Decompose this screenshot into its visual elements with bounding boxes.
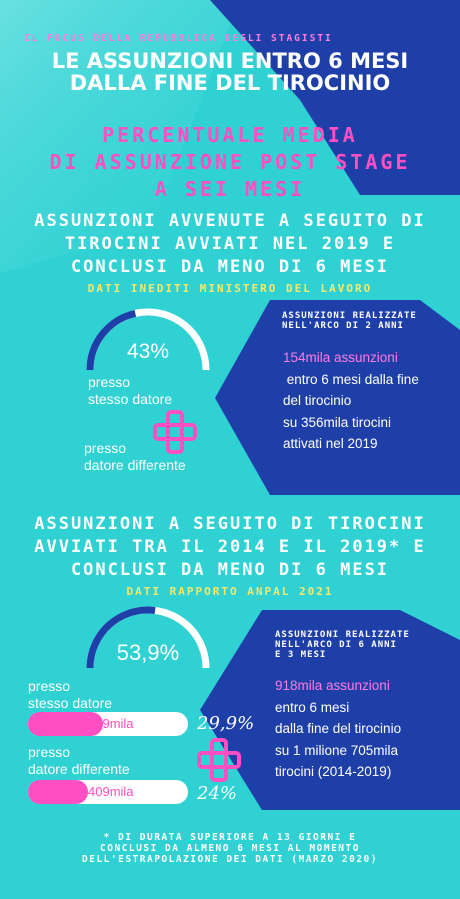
subtitle-line: A SEI MESI xyxy=(154,177,306,201)
diff-employer-bar-fill xyxy=(28,780,88,804)
footnote-line: DELL'ESTRAPOLAZIONE DEI DATI (MARZO 2020) xyxy=(82,854,378,865)
section2-source: DATI RAPPORTO ANPAL 2021 xyxy=(126,585,334,598)
section1-source: DATI INEDITI MINISTERO DEL LAVORO xyxy=(87,282,373,295)
hex-heading-line: ASSUNZIONI REALIZZATE xyxy=(282,311,417,321)
heading-line: CONCLUSI DA MENO DI 6 MESI xyxy=(70,257,390,277)
hex-line: su 1 milione 705mila xyxy=(275,742,399,758)
label-line: datore differente xyxy=(28,761,130,777)
same-employer-label xyxy=(28,678,112,712)
hex-line: 918mila assunzioni xyxy=(275,678,390,693)
same-employer-value: 509mila xyxy=(88,716,134,731)
page-title xyxy=(0,50,460,94)
hex-heading-line: NELL'ARCO DI 6 ANNI xyxy=(275,640,397,650)
title-line: LE ASSUNZIONI ENTRO 6 MESI xyxy=(51,49,409,73)
section1-hex-body xyxy=(283,347,419,455)
label-line: presso xyxy=(88,374,131,390)
same-employer-label xyxy=(88,374,172,408)
same-employer-percent: 29,9% xyxy=(197,713,255,734)
label-line: stesso datore xyxy=(88,391,173,407)
section2-hex-heading xyxy=(275,630,410,660)
hex-line: 154mila assunzioni xyxy=(283,350,398,365)
hex-heading-line: NELL'ARCO DI 2 ANNI xyxy=(282,321,404,331)
subtitle-line: PERCENTUALE MEDIA xyxy=(102,123,358,147)
label-line: presso xyxy=(28,744,71,760)
kicker: IL FOCUS DELLA REPUBBLICA DEGLI STAGISTI xyxy=(24,33,333,44)
hex-line: del tirocinio xyxy=(283,393,352,408)
hex-line: attivati nel 2019 xyxy=(283,436,378,451)
label-line: presso xyxy=(84,440,127,456)
hex-heading-line: E 3 MESI xyxy=(275,650,327,660)
diff-employer-label xyxy=(84,440,186,474)
diff-employer-bar xyxy=(28,780,188,804)
footnote-line: * DI DURATA SUPERIORE A 13 GIORNI E xyxy=(103,832,357,843)
footnote-line: CONCLUSI DA ALMENO 6 MESI AL MOMENTO xyxy=(100,843,360,854)
label-line: datore differente xyxy=(84,457,186,473)
footnote xyxy=(0,832,460,865)
subtitle xyxy=(0,122,460,203)
heading-line: TIROCINI AVVIATI NEL 2019 E xyxy=(64,234,396,254)
section1-hex-heading xyxy=(282,311,417,331)
hex-line: su 356mila tirocini xyxy=(283,414,392,430)
hex-line: entro 6 mesi dalla fine xyxy=(283,371,419,387)
heading-line: AVVIATI TRA IL 2014 E IL 2019* E xyxy=(34,537,426,557)
heading-line: CONCLUSI DA MENO DI 6 MESI xyxy=(70,560,390,580)
section1-heading xyxy=(0,210,460,279)
diff-employer-percent: 24% xyxy=(197,783,238,804)
section2-heading xyxy=(0,513,460,582)
title-line: DALLA FINE DEL TIROCINIO xyxy=(69,71,391,95)
hex-line: entro 6 mesi xyxy=(275,699,350,715)
subtitle-line: DI ASSUNZIONE POST STAGE xyxy=(49,150,411,174)
gauge1-value: 43% xyxy=(126,340,170,363)
hex-heading-line: ASSUNZIONI REALIZZATE xyxy=(275,630,410,640)
hex-line: tirocini (2014-2019) xyxy=(275,764,392,779)
heading-line: ASSUNZIONI A SEGUITO DI TIROCINI xyxy=(34,514,426,534)
section2-hex-body xyxy=(275,675,401,783)
label-line: stesso datore xyxy=(28,695,113,711)
heading-line: ASSUNZIONI AVVENUTE A SEGUITO DI xyxy=(34,211,426,231)
hex-line: dalla fine del tirocinio xyxy=(275,721,402,736)
label-line: presso xyxy=(28,678,71,694)
same-employer-bar xyxy=(28,712,188,736)
diff-employer-label xyxy=(28,744,130,778)
gauge2-value: 53,9% xyxy=(116,640,180,665)
diff-employer-value: 409mila xyxy=(88,784,134,799)
